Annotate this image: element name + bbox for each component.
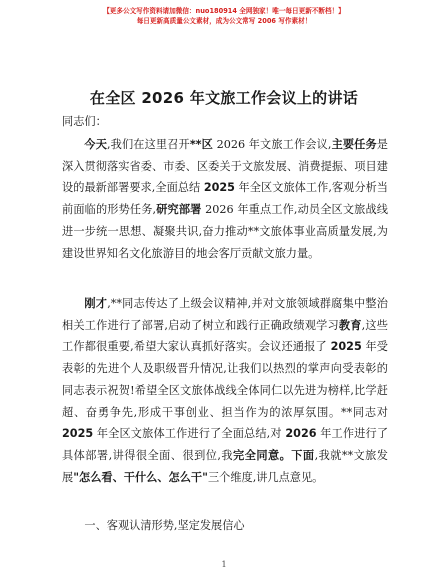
bold-text-run: **区 [189,138,213,151]
document-title: 在全区 2026 年文旅工作会议上的讲话 [89,89,359,107]
bold-text-run: 完全同意。下面 [233,448,315,462]
text-run: 三个维度,讲几点意见。 [207,470,324,484]
text-run: 年工作进行了具体部署,讲得很全面、很到位,我 [62,427,389,462]
text-run: ,我就**文旅发展 [62,448,388,484]
paragraph-2 [62,293,388,488]
section-heading-1: 一、客观认清形势,坚定发展信心 [84,519,245,532]
paragraph-1 [62,134,388,264]
promo-banner-line-1: 【更多公文写作资料请加微信：nuo180914 全网独家！唯一每日更新不断档！】 [103,7,345,15]
text-run: ,我们在这里召开 [107,138,190,151]
bold-text-run: 今天 [84,138,107,151]
page-number: 1 [221,560,227,569]
text-run: 是深入贯彻落实省委、市委、区委关于文旅发展、消费提振、项目建设的最新部署要求,全面总结 [62,138,388,195]
salutation: 同志们： [62,115,107,128]
text-run: 年全区文旅体工作,客观分析当前面临的形势任务, [62,181,388,217]
bold-text-run: 研究部署 [156,203,202,217]
bold-text-run: 2026 [285,427,317,441]
text-run: 2026 年重点工作,动员全区文旅战线进一步统一思想、凝聚共识,奋力推动**文旅体事业高质量发展,为建设世界知名文化旅游目的地会客厅贡献文旅力量。 [62,203,388,260]
bold-text-run: "怎么看、干什么、怎么干" [73,470,208,484]
bold-text-run: 主要任务 [331,138,377,151]
text-run: 年全区文旅体工作进行了全面总结,对 [93,427,286,441]
text-run: ,**同志传达了上级会议精神,并对文旅领域群腐集中整治相关工作进行了部署,启动了树立和践行正确政绩观学习 [62,297,388,332]
bold-text-run: 2025 [62,427,94,441]
bold-text-run: 刚才 [84,297,108,310]
text-run: ,这些工作都很重要,希望大家认真抓好落实。会议还通报了 [62,318,388,354]
text-run: 年受表彰的先进个人及职级晋升情况,让我们以热烈的掌声向受表彰的同志表示祝贺!希望全区文旅体战线全体同仁以先进为榜样,比学赶超、奋勇争先,形成干事创业、担当作为的浓厚氛围。**同志对 [62,340,388,419]
promo-banner [0,6,448,26]
promo-banner-line-2: 每日更新高质量公文素材，成为公文常写 2006 写作素材！ [136,17,312,25]
text-run: 2026 年文旅工作会议, [212,138,332,151]
bold-text-run: 2025 [203,181,235,195]
bold-text-run: 教育 [338,318,362,332]
bold-text-run: 2025 [330,340,362,354]
